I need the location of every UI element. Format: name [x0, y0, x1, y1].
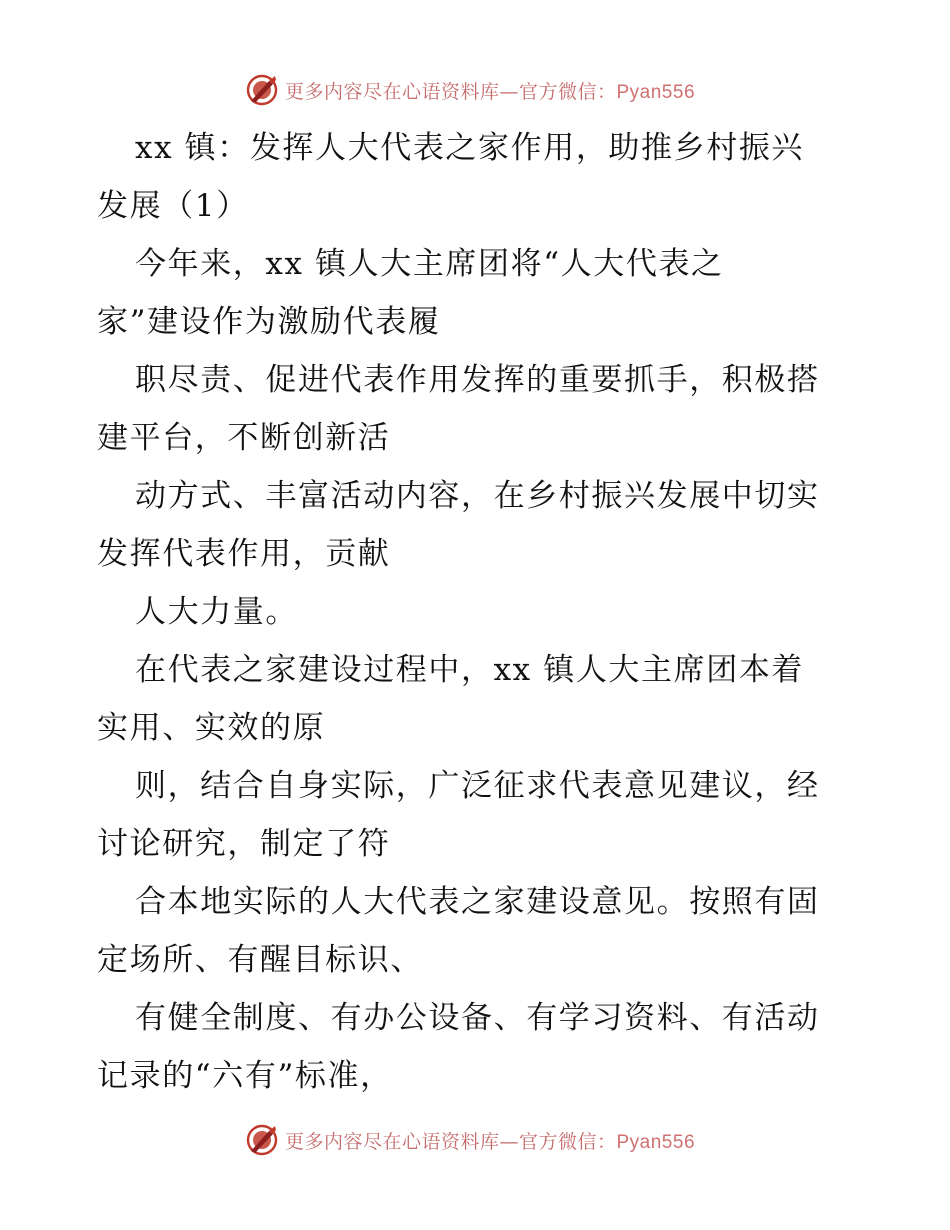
text-line: 则，结合自身实际，广泛征求代表意见建议，经 — [135, 768, 820, 804]
pen-logo-icon — [245, 73, 279, 107]
text-line: 职尽责、促进代表作用发挥的重要抓手，积极搭 — [135, 362, 820, 398]
text-line: 今年来，xx 镇人大主席团将“人大代表之 — [135, 246, 724, 282]
text-line: 家”建设作为激励代表履 — [97, 304, 441, 340]
banner-content — [245, 73, 695, 107]
footer-banner — [0, 1120, 950, 1160]
pen-logo-icon — [245, 1123, 279, 1157]
text-line: xx 镇：发挥人大代表之家作用，助推乡村振兴 — [135, 130, 805, 166]
text-line: 定场所、有醒目标识、 — [97, 942, 423, 978]
text-line: 记录的“六有”标准， — [97, 1058, 393, 1094]
banner-label: 更多内容尽在心语资料库—官方微信： — [284, 1130, 617, 1153]
text-line: 有健全制度、有办公设备、有学习资料、有活动 — [135, 1000, 820, 1036]
banner-text — [285, 77, 695, 104]
banner-wechat-id: Pyan556 — [616, 81, 696, 103]
text-line: 实用、实效的原 — [97, 710, 326, 746]
banner-label: 更多内容尽在心语资料库—官方微信： — [284, 80, 617, 103]
text-line: 讨论研究，制定了符 — [97, 826, 391, 862]
text-line: 动方式、丰富活动内容，在乡村振兴发展中切实 — [135, 478, 820, 514]
header-banner — [0, 70, 950, 110]
text-line: 在代表之家建设过程中，xx 镇人大主席团本着 — [135, 652, 805, 688]
text-line: 发挥代表作用，贡献 — [97, 536, 391, 572]
text-line: 建平台，不断创新活 — [97, 420, 391, 456]
banner-text — [285, 1127, 695, 1154]
text-line: 人大力量。 — [135, 594, 298, 630]
text-line: 合本地实际的人大代表之家建设意见。按照有固 — [135, 884, 820, 920]
banner-content — [245, 1123, 695, 1157]
banner-wechat-id: Pyan556 — [616, 1131, 696, 1153]
text-line: 发展（1） — [97, 188, 249, 224]
